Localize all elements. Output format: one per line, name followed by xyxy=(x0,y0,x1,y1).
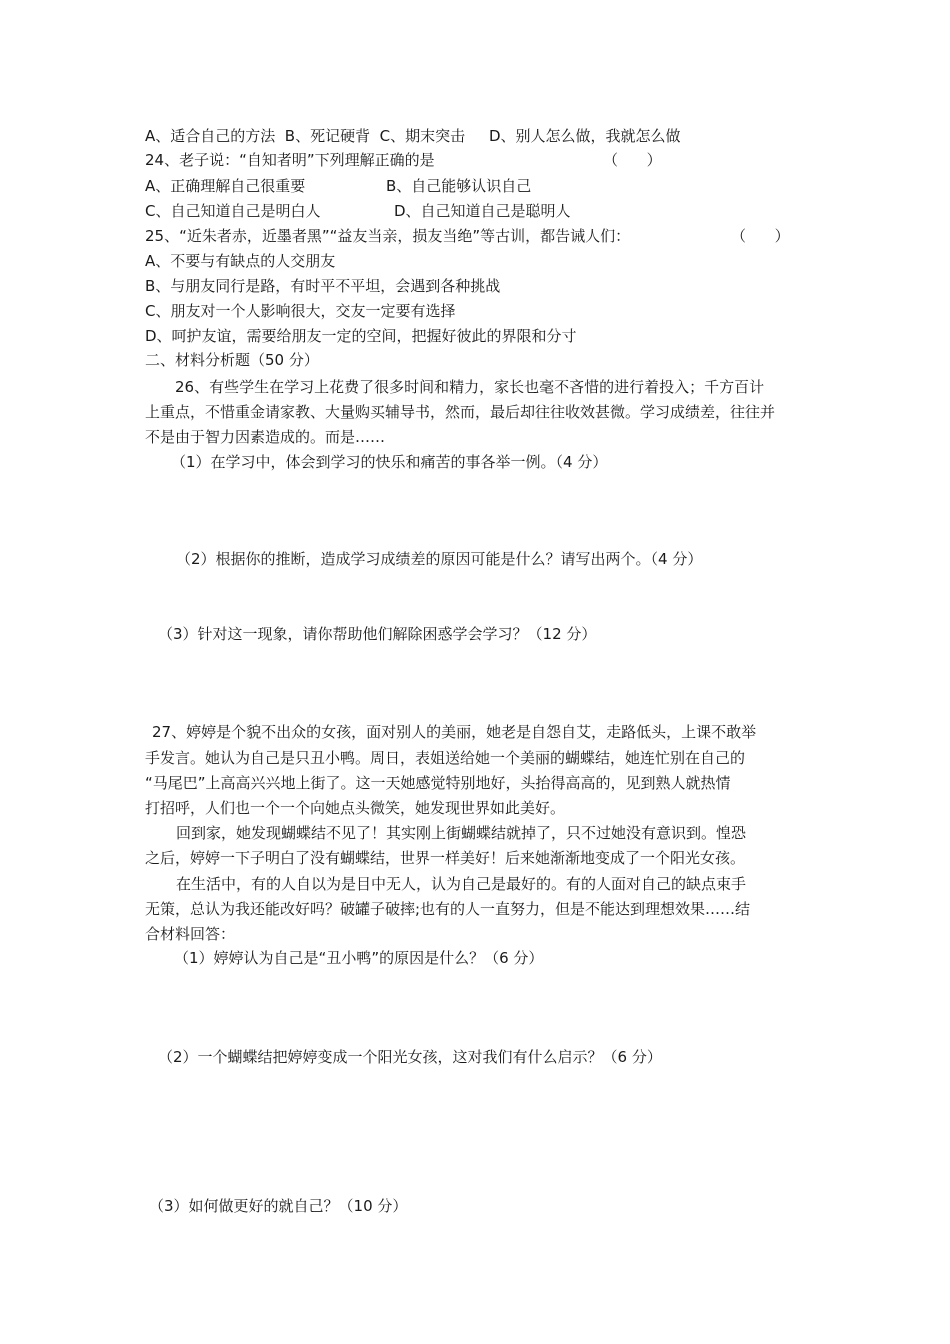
q27-para-line: 回到家，她发现蝴蝶结不见了！其实刚上街蝴蝶结就掉了，只不过她没有意识到。惶恐 xyxy=(176,824,747,842)
q25-option-c: C、朋友对一个人影响很大，交友一定要有选择 xyxy=(145,302,456,320)
q23-options: A、适合自己的方法 B、死记硬背 C、期末突击 D、别人怎么做，我就怎么做 xyxy=(145,127,681,145)
q25-option-a: A、不要与有缺点的人交朋友 xyxy=(145,252,336,270)
q27-question-2: （2）一个蝴蝶结把婷婷变成一个阳光女孩，这对我们有什么启示？（6 分） xyxy=(158,1048,662,1066)
q27-question-1: （1）婷婷认为自己是“丑小鸭”的原因是什么？（6 分） xyxy=(174,949,544,967)
q24-option-c: C、自己知道自己是明白人 xyxy=(145,202,321,220)
q27-para-line: 27、婷婷是个貌不出众的女孩，面对别人的美丽，她老是自怨自艾，走路低头，上课不敢举 xyxy=(152,723,757,741)
q25-option-b: B、与朋友同行是路，有时平不平坦，会遇到各种挑战 xyxy=(145,277,501,295)
q24-stem: 24、老子说：“自知者明”下列理解正确的是 xyxy=(145,151,435,169)
q27-question-3: （3）如何做更好的就自己？（10 分） xyxy=(149,1197,408,1215)
q25-stem: 25、“近朱者赤，近墨者黑”“益友当亲，损友当绝”等古训，都告诫人们： xyxy=(145,227,631,245)
q26-question-2: （2）根据你的推断，造成学习成绩差的原因可能是什么？请写出两个。（4 分） xyxy=(176,550,703,568)
q25-answer-paren: （ ） xyxy=(731,227,790,245)
q24-option-a: A、正确理解自己很重要 xyxy=(145,177,306,195)
q24-option-d: D、自己知道自己是聪明人 xyxy=(394,202,571,220)
q24-answer-paren: （ ） xyxy=(603,151,662,169)
q27-para-line: 合材料回答： xyxy=(145,925,236,943)
q27-para-line: 之后，婷婷一下子明白了没有蝴蝶结，世界一样美好！后来她渐渐地变成了一个阳光女孩。 xyxy=(145,849,746,867)
q26-para-line: 上重点，不惜重金请家教、大量购买辅导书，然而，最后却往往收效甚微。学习成绩差，往往并 xyxy=(145,403,776,421)
q26-question-3: （3）针对这一现象，请你帮助他们解除困惑学会学习？（12 分） xyxy=(158,625,597,643)
q26-para-line: 不是由于智力因素造成的。而是…… xyxy=(145,428,386,446)
q27-para-line: 手发言。她认为自己是只丑小鸭。周日，表姐送给她一个美丽的蝴蝶结，她连忙别在自己的 xyxy=(145,749,746,767)
q26-question-1: （1）在学习中，体会到学习的快乐和痛苦的事各举一例。（4 分） xyxy=(171,453,608,471)
q27-para-line: 在生活中，有的人自以为是目中无人，认为自己是最好的。有的人面对自己的缺点束手 xyxy=(176,875,747,893)
q24-option-b: B、自己能够认识自己 xyxy=(386,177,532,195)
q26-para-line: 26、有些学生在学习上花费了很多时间和精力，家长也毫不吝惜的进行着投入；千方百计 xyxy=(175,378,765,396)
section-title: 二、材料分析题（50 分） xyxy=(145,351,319,369)
q27-para-line: 打招呼，人们也一个一个向她点头微笑，她发现世界如此美好。 xyxy=(145,799,566,817)
q27-para-line: “马尾巴”上高高兴兴地上街了。这一天她感觉特别地好，头抬得高高的，见到熟人就热情 xyxy=(145,774,731,792)
q27-para-line: 无策，总认为我还能改好吗？破罐子破摔;也有的人一直努力，但是不能达到理想效果……结 xyxy=(145,900,751,918)
q25-option-d: D、呵护友谊，需要给朋友一定的空间，把握好彼此的界限和分寸 xyxy=(145,327,577,345)
